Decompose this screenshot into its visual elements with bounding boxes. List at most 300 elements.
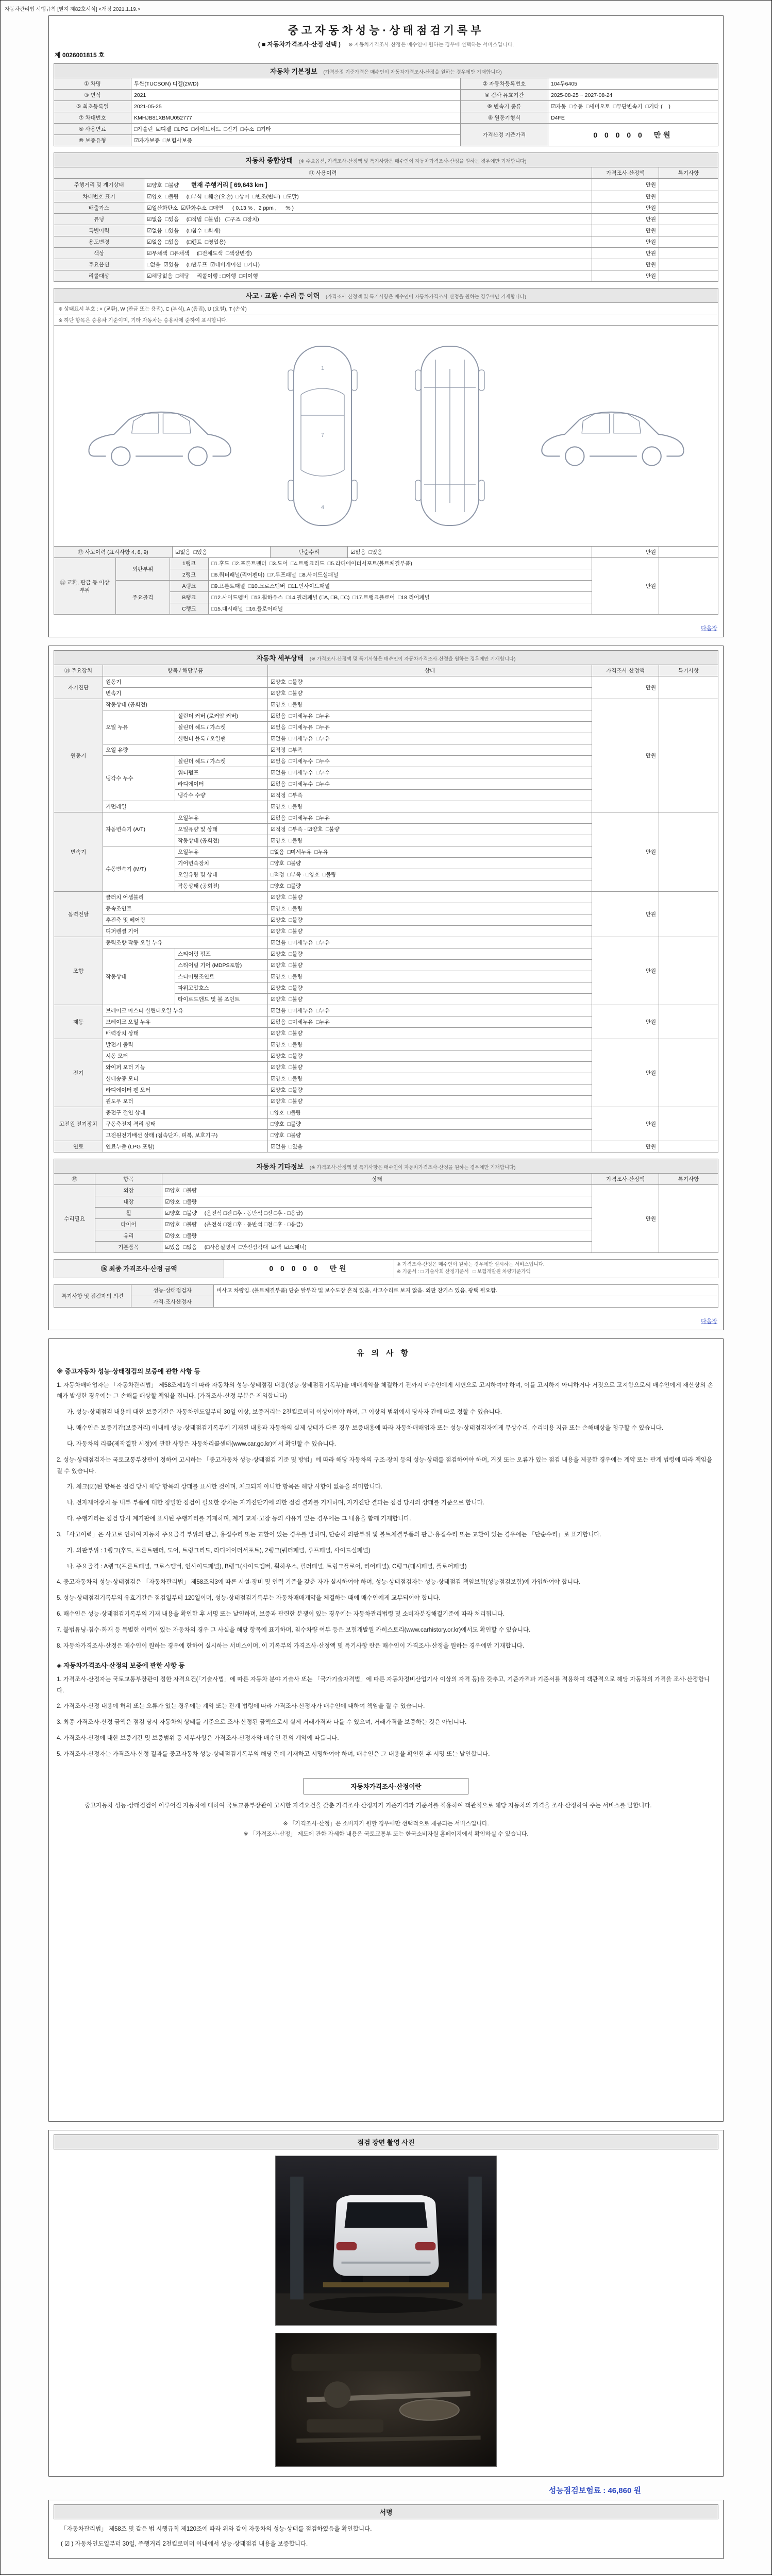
- checkbox-group[interactable]: ☑없음 □미세누유 □누유: [268, 937, 592, 948]
- checkbox-group[interactable]: □양호 □불량: [268, 1118, 592, 1130]
- panel-rank-table: [54, 557, 718, 615]
- price-cell: 만원: [592, 214, 659, 225]
- field-label: 수리필요: [54, 1185, 95, 1253]
- premium-amount: 46,860 원: [608, 2486, 641, 2495]
- field-value: 실린더 블록 / 오일팬: [175, 733, 268, 744]
- field-label: 동력전달: [54, 892, 103, 937]
- price-cell: 만원: [592, 547, 659, 558]
- final-price-table: [54, 1259, 718, 1278]
- checkbox-group[interactable]: ☑없음 □미세누유 □누유: [268, 710, 592, 722]
- checkbox-group[interactable]: ☑양호 □불량: [268, 1028, 592, 1039]
- field-label: ⑪ 사용이력: [54, 167, 592, 179]
- final-price-amount: 0 0 0 0 0 만원: [224, 1260, 394, 1278]
- table-row: [54, 90, 718, 101]
- checkbox-group[interactable]: ☑양호 □불량: [268, 948, 592, 960]
- checkbox-group[interactable]: ☑양호 □불량: [268, 1096, 592, 1107]
- field-value: 냉각수 누수: [103, 756, 175, 801]
- checkbox-group[interactable]: ☑없음 □있음 (□침수 □화재): [144, 225, 592, 236]
- field-label: 가격조사·산정액: [592, 1174, 659, 1185]
- field-label: ⑥ 변속기 종류: [461, 101, 548, 112]
- price-cell: 만원: [592, 259, 659, 270]
- model-year: 2021: [131, 90, 461, 101]
- field-value: 시동 모터: [103, 1050, 268, 1062]
- checkbox-group[interactable]: □적정 □부족 · □양호 □불량: [268, 869, 592, 880]
- checkbox-group[interactable]: □9.프론트패널 □10.크로스멤버 □11.인사이드패널: [209, 581, 592, 592]
- next-page-row: [54, 621, 718, 633]
- checkbox-group[interactable]: ☑없음 □미세누유 □누유: [268, 812, 592, 824]
- checkbox-group[interactable]: □양호 □불량: [268, 1107, 592, 1118]
- price-cell: 만원: [592, 248, 659, 259]
- checkbox-group[interactable]: ☑양호 □불량: [268, 1050, 592, 1062]
- document-number: 제 0026001815 호: [55, 52, 105, 59]
- checkbox-group[interactable]: ☑양호 □불량: [162, 1185, 592, 1196]
- checkbox-group[interactable]: ☑없음 □있음: [268, 1141, 592, 1153]
- warranty-statement[interactable]: ( ☑ ) 자동차인도일부터 30일, 주행거리 2천킬로미터 이내에서 성능·상태점검 내용을 보증합니다.: [61, 2541, 308, 2548]
- field-value: [659, 179, 718, 191]
- section-basic-info: [54, 63, 718, 146]
- field-label: 휠: [95, 1208, 162, 1219]
- notice-box-title: 자동차가격조사·산정이란: [304, 1778, 468, 1794]
- checkbox-group[interactable]: ☑적정 □부족: [268, 790, 592, 801]
- section-accident-history: [54, 288, 718, 615]
- checkbox-group[interactable]: ☑해당없음 □해당 리콜이행 : □이행 □미이행: [144, 270, 592, 282]
- checkbox-group[interactable]: ☑없음 □미세누유 □누유: [268, 1016, 592, 1028]
- field-label: 원동기: [54, 699, 103, 812]
- car-damage-diagrams: [54, 325, 718, 547]
- price-survey-option-checkbox[interactable]: ( ■ 자동차가격조사·산정 선택 ): [258, 41, 341, 48]
- vin: KMHJB81XBMU052777: [131, 112, 461, 124]
- price-cell: 만원: [592, 191, 659, 202]
- field-label: 조향: [54, 937, 103, 1005]
- field-label: ⑮: [54, 1174, 95, 1185]
- accident-history-table: [54, 546, 718, 558]
- field-value: [659, 812, 718, 892]
- checkbox-group[interactable]: ☑양호 □불량: [268, 960, 592, 971]
- field-label: 2랭크: [170, 569, 209, 581]
- text-part[interactable]: ※ 기준서 : □ 기술사회 산정기준서 □ 보험개발원 차량기준가액: [397, 1269, 531, 1275]
- panel-rank-table-mount: [54, 557, 718, 615]
- field-label: ⑧ 원동기형식: [461, 112, 548, 124]
- section-title: 자동차 종합상태: [245, 157, 293, 164]
- checkbox-group[interactable]: ☑없음 □있음 (□렌트 □영업용): [144, 236, 592, 248]
- section-title: 자동차 기본정보: [270, 67, 317, 75]
- field-value: 스티어링 펌프: [175, 948, 268, 960]
- table-row: [54, 547, 718, 558]
- checkbox-group[interactable]: ☑양호 □불량: [268, 982, 592, 994]
- notice-paragraph: 4. 가격조사·산정에 대한 보증기간 및 보증범위 등 세부사항은 가격조사·산정자와 매수인 간의 계약에 따릅니다.: [57, 1735, 339, 1742]
- premium-label: 성능점검보험료 :: [548, 2486, 606, 2495]
- field-value: [659, 558, 718, 615]
- field-value: 브레이크 오일 누유: [103, 1016, 268, 1028]
- price-cell: 만원: [592, 1005, 659, 1039]
- notice-paragraph: 1. 자동차매매업자는 「자동차관리법」 제58조제1항에 따라 자동차의 성능·상태점검 내용(성능·상태점검기록부)을 매매계약을 체결하기 전까지 매수인에게 서면으로 고지하여야 하며, 이를 고지하지 아니하거나 거짓으로 고지함으로써 매수인에게 재산상의 손해가 발생한 경우에는 그 손해를 배상할 책임을 집니다. (가격조사·산정 부분은 제외합니다): [57, 1382, 713, 1400]
- field-value: [394, 1260, 718, 1278]
- field-label: 특별이력: [54, 225, 144, 236]
- field-label: 차대번호 표기: [54, 191, 144, 202]
- field-value: 실린더 헤드 / 가스켓: [175, 756, 268, 767]
- svg-text:1: 1: [321, 365, 324, 371]
- checkbox-group[interactable]: □가솔린 ☑디젤 □LPG □하이브리드 □전기 □수소 □기타: [131, 124, 461, 135]
- car-underbody-view: [404, 338, 496, 534]
- checkbox-group[interactable]: □없음 ☑있음 (□썬루프 ☑네비게이션 □기타): [144, 259, 592, 270]
- section-title: 자동차 세부상태: [256, 654, 304, 662]
- notice-paragraph: 7. 불법튜닝·침수·화재 등 특별한 이력이 있는 자동차의 경우 그 사실을 해당 항목에 표기하며, 침수차량 여부 등은 보험개발원 카히스토리(www.carhistory.or.kr)에서도 확인할 수 있습니다.: [57, 1627, 531, 1633]
- checkbox-group[interactable]: ☑있음 □없음 (□사용설명서 □안전삼각대 ☑잭 ☑스패너): [162, 1242, 592, 1253]
- table-row: [54, 124, 718, 135]
- checkbox-group[interactable]: ☑양호 □불량: [268, 1084, 592, 1096]
- detail-state-table: [54, 665, 718, 1153]
- field-label: 주요옵션: [54, 259, 144, 270]
- notice-paragraph: ※ 「가격조사·산정」은 소비자가 원할 경우에만 선택적으로 제공되는 서비스입니다.: [283, 1820, 489, 1827]
- notice-paragraph: 2. 성능·상태점검자는 국토교통부장관이 정하여 고시하는 「중고자동차 성능·상태점검 기준 및 방법」에 따라 해당 자동차의 구조·장치 등의 성능·상태를 점검하여야 하며, 거짓 또는 오류가 있는 점검 내용을 제공한 경우에는 계약 또는 관계 법령에 따라 책임을 질 수 있습니다.: [57, 1456, 713, 1475]
- notice-title: 유의사항: [357, 1348, 415, 1358]
- svg-text:4: 4: [321, 504, 324, 511]
- checkbox-group[interactable]: ☑양호 □불량: [268, 926, 592, 937]
- field-value: [659, 937, 718, 1005]
- section-title: 점검 장면 촬영 사진: [357, 2138, 415, 2146]
- field-value: 작동상태 (공회전): [175, 880, 268, 892]
- checkbox-group[interactable]: ☑양호 □불량 (운전석 □전 □후 · 동반석 □전 □후 · □응급): [162, 1219, 592, 1230]
- field-value: [659, 202, 718, 214]
- field-value: 고전원전기배선 상태 (접속단자, 피복, 보호기구): [103, 1130, 268, 1141]
- field-value: 브레이크 마스터 실린더오일 누유: [103, 1005, 268, 1016]
- field-value: 작동상태 (공회전): [103, 699, 268, 710]
- section-header-signature: [54, 2504, 718, 2519]
- field-value: 작동상태 (공회전): [175, 835, 268, 846]
- field-value: 자동변속기 (A/T): [103, 812, 175, 846]
- accident-history-table-mount: [54, 546, 718, 558]
- notice-paragraph: 5. 성능·상태점검기록부의 유효기간은 점검일부터 120일이며, 성능·상태점검기록부는 자동차매매계약을 체결하는 때에 매수인에게 교부되어야 합니다.: [57, 1595, 441, 1602]
- checkbox-group[interactable]: □12.사이드멤버 □13.휠하우스 □14.필러패널 (□A, □B, □C) □17.트렁크플로어 □18.리어패널: [209, 592, 592, 603]
- table-row: [54, 699, 718, 710]
- section-note: (※ 가격조사·산정액 및 특기사항은 매수인이 자동차가격조사·산정을 원하는 경우에만 기재합니다): [309, 1165, 516, 1171]
- signature-sheet: [48, 2500, 724, 2559]
- checkbox-group[interactable]: ☑없음 □있음: [348, 547, 592, 558]
- field-value: 라디에이터 팬 모터: [103, 1084, 268, 1096]
- table-row: [54, 270, 718, 282]
- price-cell: 만원: [592, 236, 659, 248]
- field-value: 추진축 및 베어링: [103, 914, 268, 926]
- checkbox-group[interactable]: ☑양호 □불량: [268, 971, 592, 982]
- table-row: [54, 1107, 718, 1118]
- section-misc-info: [54, 1159, 718, 1253]
- field-value: 커먼레일: [103, 801, 268, 812]
- inspection-photo-underbody: [275, 2333, 497, 2467]
- field-label: 1랭크: [170, 558, 209, 569]
- checkbox-group[interactable]: ☑없음 □있음: [173, 547, 271, 558]
- section-remarks: [54, 1284, 718, 1308]
- checkbox-group[interactable]: □양호 □불량: [268, 1130, 592, 1141]
- checkbox-group[interactable]: ☑없음 □미세누유 □누유: [268, 733, 592, 744]
- next-page-link[interactable]: 다음장: [701, 625, 717, 632]
- emissions-values[interactable]: ☑일산화탄소 ☑탄화수소 □매연 ( 0.13 % , 2 ppm , % ): [144, 202, 592, 214]
- checkbox-group[interactable]: ☑자동 □수동 □세미오토 □무단변속기 □기타 ( ): [548, 101, 718, 112]
- table-row: [54, 202, 718, 214]
- checkbox-group[interactable]: ☑양호 □불량: [268, 676, 592, 688]
- misc-table-mount: [54, 1173, 718, 1253]
- field-label: ④ 검사 유효기간: [461, 90, 548, 101]
- field-value: [659, 699, 718, 812]
- price-cell: 만원: [592, 179, 659, 191]
- field-value: [659, 1141, 718, 1153]
- table-row: [54, 812, 718, 824]
- notice-subheader: ◈ 자동차가격조사·산정의 보증에 관한 사항 등: [57, 1662, 185, 1669]
- section-header-comprehensive: [54, 152, 718, 167]
- field-value: 파워고압호스: [175, 982, 268, 994]
- checkbox-group[interactable]: ☑무채색 □유채색 (□전체도색 □색상변경): [144, 248, 592, 259]
- field-value: 스티어링 기어 (MDPS포함): [175, 960, 268, 971]
- field-label: 항목 / 해당부품: [103, 665, 268, 676]
- field-label: ⑫ 사고이력 (표시사항 4, 8, 9): [54, 547, 173, 558]
- checkbox-group[interactable]: ☑양호 □불량: [268, 801, 592, 812]
- notice-paragraph: 3. 최종 가격조사·산정 금액은 점검 당시 자동차의 상태를 기준으로 조사·산정된 금액으로서 실제 거래가격과 다를 수 있으며, 거래가격을 보증하는 것은 아닙니다.: [57, 1719, 467, 1726]
- field-value: 등속조인트: [103, 903, 268, 914]
- section-note: (※ 가격조사·산정액 및 특기사항은 매수인이 자동차가격조사·산정을 원하는 경우에만 기재합니다): [309, 656, 516, 662]
- comprehensive-state-table: [54, 167, 718, 282]
- field-value: 연료누출 (LPG 포함): [103, 1141, 268, 1153]
- checkbox-group[interactable]: ☑양호 □불량: [268, 699, 592, 710]
- table-row: [54, 259, 718, 270]
- car-side-view-right: [531, 392, 696, 480]
- field-value: [659, 225, 718, 236]
- notice-paragraph: 중고자동차 성능·상태점검이 이루어진 자동차에 대하여 국토교통부장관이 고시한 자격요건을 갖춘 가격조사·산정자가 기준가격과 기준서를 적용하여 객관적으로 해당 자동차의 가격을 조사·산정하여 주는 서비스를 말합니다.: [85, 1802, 652, 1809]
- table-row: [54, 101, 718, 112]
- checkbox-group[interactable]: □1.후드 □2.프론트펜더 □3.도어 □4.트렁크리드 □5.라디에이터서포트(볼트체결부품): [209, 558, 592, 569]
- field-value: [659, 1005, 718, 1039]
- field-value: 워터펌프: [175, 767, 268, 778]
- field-value: 변속기: [103, 688, 268, 699]
- checkbox-group[interactable]: □양호 □불량: [268, 880, 592, 892]
- checkbox-group[interactable]: □양호 □불량: [268, 858, 592, 869]
- plate-number: 104두6405: [548, 78, 718, 90]
- checkbox-group[interactable]: ☑양호 □불량: [268, 688, 592, 699]
- final-price-table-mount: [54, 1259, 718, 1278]
- checkbox-group[interactable]: ☑양호 □불량: [268, 1073, 592, 1084]
- section-title: 서명: [379, 2508, 393, 2516]
- checkbox-group[interactable]: ☑양호 □불량 (운전석 □전 □후 · 동반석 □전 □후 · □응급): [162, 1208, 592, 1219]
- checkbox-group[interactable]: ☑양호 □불량 (□부식 □훼손(오손) □상이 □변조(변타) □도말): [144, 191, 592, 202]
- notice-paragraph: 나. 전자제어장치 등 내부 부품에 대한 정밀한 점검이 필요한 장치는 자기진단기에 의한 점검 결과를 기재하며, 자기진단 결과는 점검 당시의 상태를 기준으로 합니다.: [67, 1500, 484, 1506]
- next-page-row: [54, 1314, 718, 1326]
- price-cell: 만원: [592, 892, 659, 937]
- odometer-value: 현재 주행거리 [ 69,643 km ]: [191, 181, 267, 189]
- field-label: 배출가스: [54, 202, 144, 214]
- field-label: 가격조사·산정액: [592, 665, 659, 676]
- section-title: 자동차 기타정보: [256, 1163, 304, 1171]
- notice-paragraph: 2. 가격조사·산정 내용에 허위 또는 오류가 있는 경우에는 계약 또는 관계 법령에 따라 가격조사·산정자가 매수인에 대하여 책임을 질 수 있습니다.: [57, 1703, 425, 1710]
- checkbox-group[interactable]: ☑양호 □불량: [268, 1039, 592, 1050]
- table-row: [54, 892, 718, 903]
- notice-body: [54, 1366, 718, 1838]
- table-row: [54, 1185, 718, 1196]
- next-page-link[interactable]: 다음장: [701, 1318, 717, 1325]
- checkbox-group[interactable]: ☑없음 □미세누수 □누수: [268, 756, 592, 767]
- notice-paragraph: 6. 매수인은 성능·상태점검기록부의 기재 내용을 확인한 후 서명 또는 날인하며, 보증과 관련한 분쟁이 있는 경우에는 자동차관리법령 및 소비자분쟁해결기준에 따라 처리됩니다.: [57, 1611, 505, 1618]
- field-value: 윈도우 모터: [103, 1096, 268, 1107]
- field-value: 오일누유: [175, 846, 268, 858]
- checkbox-group[interactable]: ☑양호 □불량: [268, 903, 592, 914]
- section-final-price: [54, 1259, 718, 1278]
- table-row: [54, 558, 718, 569]
- first-registration-date: 2021-05-25: [131, 101, 461, 112]
- field-label: ⑬ 교환, 판금 등 이상 부위: [54, 558, 116, 615]
- notice-paragraph: 8. 자동차가격조사·산정은 매수인이 원하는 경우에 한하여 실시하는 서비스이며, 이 기록부의 가격조사·산정액 및 특기사항 란은 매수인이 가격조사·산정을 원하는 경우에만 기재합니다.: [57, 1642, 525, 1649]
- table-row: [54, 225, 718, 236]
- field-label: 상태: [268, 665, 592, 676]
- field-value: 오일 유량: [103, 744, 268, 756]
- field-value: 구동축전지 격리 상태: [103, 1118, 268, 1130]
- inspector-remark: 비사고 차량임. (볼트체결부품) 단순 탈부착 및 보수도장 흔적 있음, 사고수리로 보지 않음. 외판 잔기스 있음, 광택 필요함.: [214, 1284, 718, 1296]
- notice-paragraph: 가. 외판부위 : 1랭크(후드, 프론트펜더, 도어, 트렁크리드, 라디에이터서포트), 2랭크(쿼터패널, 루프패널, 사이드실패널): [67, 1547, 371, 1554]
- field-value: 기어변속장치: [175, 858, 268, 869]
- checkbox-group[interactable]: ☑적정 □부족 · ☑양호 □불량: [268, 824, 592, 835]
- section-detail-state: [54, 650, 718, 1153]
- field-label: ⑤ 최초등록일: [54, 101, 131, 112]
- field-label: ⑨ 사용연료: [54, 124, 131, 135]
- field-label: 색상: [54, 248, 144, 259]
- field-label: ① 차명: [54, 78, 131, 90]
- photo-sheet: [48, 2130, 724, 2477]
- car-top-view: [276, 338, 369, 534]
- field-label: 고전원 전기장치: [54, 1107, 103, 1141]
- section-note: (가격조사·산정액 및 특기사항은 매수인이 자동차가격조사·산정을 원하는 경우에만 기재합니다): [325, 294, 527, 300]
- checkbox-group[interactable]: □없음 □미세누유 □누유: [268, 846, 592, 858]
- field-label: 가격·조사산정자: [131, 1296, 214, 1307]
- field-value: 디퍼렌셜 기어: [103, 926, 268, 937]
- field-value: 원동기: [103, 676, 268, 688]
- field-value: 와이퍼 모터 기능: [103, 1062, 268, 1073]
- field-label: 가격조사·산정액: [592, 167, 659, 179]
- price-cell: 만원: [592, 225, 659, 236]
- field-label: 특기사항 및 점검자의 의견: [54, 1284, 131, 1307]
- field-value: 타이로드엔드 및 볼 조인트: [175, 994, 268, 1005]
- checkbox-group[interactable]: ☑양호 □불량: [162, 1230, 592, 1242]
- field-label: 리콜대상: [54, 270, 144, 282]
- field-value: [659, 236, 718, 248]
- photo-list: [54, 2149, 718, 2472]
- detail-table-mount: [54, 665, 718, 1153]
- notice-paragraph: 1. 가격조사·산정자는 국토교통부장관이 정한 자격요건(「기술사법」에 따른 자동차 분야 기술사 또는 「국가기술자격법」에 따른 자동차정비산업기사 이상의 자격 등)을 갖추고, 기준가격과 기준서를 적용하여 객관적으로 해당 자동차의 가격을 조사·산정합니다.: [57, 1676, 710, 1694]
- field-value: 충전구 절연 상태: [103, 1107, 268, 1118]
- subtitle-note: ※ 자동차가격조사·산정은 매수인이 원하는 경우에 선택하는 서비스입니다.: [348, 42, 514, 48]
- field-value: [659, 1185, 718, 1253]
- field-label: ⑭ 주요장치: [54, 665, 103, 676]
- field-value: 오일유량 및 상태: [175, 869, 268, 880]
- notice-paragraph: 4. 중고자동차의 성능·상태점검은 「자동차관리법」 제58조의3에 따른 시설·장비 및 인력 기준을 갖춘 자가 실시하여야 하며, 성능·상태점검자는 성능·상태점검 책임보험(성능점검보험)에 가입하여야 합니다.: [57, 1579, 581, 1586]
- notice-sheet: [48, 1338, 724, 2122]
- field-label: 특기사항: [659, 167, 718, 179]
- gauge-state[interactable]: ☑양호 □불량: [147, 182, 191, 189]
- table-row: [54, 214, 718, 225]
- table-row: [54, 167, 718, 179]
- field-value: [659, 1039, 718, 1107]
- notice-paragraph: 5. 가격조사·산정자는 가격조사·산정 결과를 중고자동차 성능·상태점검기록부의 해당 란에 기재하고 서명하여야 하며, 매수인은 그 내용을 확인한 후 서명 또는 날인합니다.: [57, 1751, 490, 1757]
- field-label: 외장: [95, 1185, 162, 1196]
- state-mark-legend: ※ 상태표시 부호 : × (교환), W (판금 또는 용접), C (부식), A (흠집), U (요철), T (손상): [54, 302, 718, 314]
- section-comprehensive: [54, 152, 718, 282]
- checkbox-group[interactable]: ☑없음 □미세누수 □누수: [268, 767, 592, 778]
- table-row: [54, 191, 718, 202]
- car-side-view-left: [77, 392, 242, 480]
- field-value: 발전기 출력: [103, 1039, 268, 1050]
- checkbox-group[interactable]: □15.대시패널 □16.플로어패널: [209, 603, 592, 615]
- field-label: 타이어: [95, 1219, 162, 1230]
- checkbox-group[interactable]: ☑없음 □있음 (□적법 □불법) (□구조 □장치): [144, 214, 592, 225]
- field-value: 배력장치 상태: [103, 1028, 268, 1039]
- signature-statement: 「자동차관리법」 제58조 및 같은 법 시행규칙 제120조에 따라 위와 같이 자동차의 성능·상태를 점검하였음을 확인합니다.: [61, 2526, 372, 2532]
- checkbox-group[interactable]: ☑없음 □미세누수 □누수: [268, 778, 592, 790]
- field-label: 주요골격: [116, 581, 170, 615]
- checkbox-group[interactable]: ☑양호 □불량: [268, 914, 592, 926]
- field-label: 특기사항: [659, 665, 718, 676]
- notice-paragraph: ※ 「가격조사·산정」 제도에 관한 자세한 내용은 국토교통부 또는 한국소비자원 홈페이지에서 확인하실 수 있습니다.: [243, 1831, 529, 1837]
- price-cell: 만원: [592, 558, 659, 615]
- field-value: [659, 676, 718, 699]
- field-value: [659, 191, 718, 202]
- field-label: 특기사항: [659, 1174, 718, 1185]
- price-cell: 만원: [592, 812, 659, 892]
- field-value: 오일누유: [175, 812, 268, 824]
- field-value: 수동변속기 (M/T): [103, 846, 175, 892]
- page-one-sheet: [48, 15, 724, 637]
- notice-paragraph: 다. 자동차의 리콜(제작결함 시정)에 관한 사항은 자동차리콜센터(www.car.go.kr)에서 확인할 수 있습니다.: [67, 1440, 336, 1447]
- checkbox-group[interactable]: ☑없음 □미세누유 □누유: [268, 722, 592, 733]
- field-value: 오일 누유: [103, 710, 175, 744]
- engine-type: D4FE: [548, 112, 718, 124]
- checkbox-group[interactable]: ☑양호 □불량: [268, 892, 592, 903]
- basic-info-table: [54, 78, 718, 146]
- notice-paragraph: 가. 성능·상태점검 내용에 대한 보증기간은 자동차인도일부터 30일 이상, 보증거리는 2천킬로미터 이상이어야 하며, 그 이상의 범위에서 당사자 간에 따로 정할 수 있습니다.: [67, 1409, 502, 1416]
- table-row: [54, 236, 718, 248]
- field-label: 외판부위: [116, 558, 170, 581]
- field-label: 주행거리 및 계기상태: [54, 179, 144, 191]
- field-value: [659, 1107, 718, 1141]
- form-reference: 자동차관리법 시행규칙 [별지 제82호서식] <개정 2021.1.19.>: [5, 7, 141, 12]
- checkbox-group[interactable]: ☑양호 □불량: [162, 1196, 592, 1208]
- field-label: 내장: [95, 1196, 162, 1208]
- price-cell: 만원: [592, 1141, 659, 1153]
- field-label: 용도변경: [54, 236, 144, 248]
- field-label: ⑦ 차대번호: [54, 112, 131, 124]
- field-label: ② 자동차등록번호: [461, 78, 548, 90]
- field-value: [659, 547, 718, 558]
- checkbox-group[interactable]: □6.쿼터패널(리어펜더) □7.루프패널 □8.사이드실패널: [209, 569, 592, 581]
- notice-paragraph: 3. 「사고이력」은 사고로 인하여 자동차 주요골격 부위의 판금, 용접수리 또는 교환이 있는 경우를 말하며, 단순히 외판부위 및 볼트체결부품의 판금·용접수리 또는 교환이 있는 경우에는 「단순수리」로 표기합니다.: [57, 1531, 601, 1538]
- svg-text:7: 7: [321, 432, 324, 438]
- field-label: 유리: [95, 1230, 162, 1242]
- inspection-validity: 2025-08-25 ~ 2027-08-24: [548, 90, 718, 101]
- section-title: 사고 · 교환 · 수리 등 이력: [245, 292, 320, 300]
- checkbox-group[interactable]: ☑양호 □불량: [268, 1062, 592, 1073]
- price-cell: 만원: [592, 270, 659, 282]
- checkbox-group[interactable]: ☑양호 □불량: [268, 994, 592, 1005]
- table-row: [54, 179, 718, 191]
- checkbox-group[interactable]: ☑양호 □불량: [268, 835, 592, 846]
- field-value: 동력조향 작동 오일 누유: [103, 937, 268, 948]
- field-label: 자기진단: [54, 676, 103, 699]
- table-row: [54, 937, 718, 948]
- checkbox-group[interactable]: ☑자가보증 □보험사보증: [131, 135, 461, 146]
- checkbox-group[interactable]: ☑없음 □미세누유 □누유: [268, 1005, 592, 1016]
- price-cell: 만원: [592, 1039, 659, 1107]
- field-label: 기본품목: [95, 1242, 162, 1253]
- diagram-basis-note: ※ 하단 항목은 승용차 기준이며, 기타 자동차는 승용차에 준하여 표시합니다.: [54, 314, 718, 326]
- section-header-detail: [54, 650, 718, 665]
- notice-paragraph: 나. 매수인은 보증기간(보증거리) 이내에 성능·상태점검기록부에 기재된 내용과 자동차의 실제 상태가 다른 경우 보증내용에 따라 자동차매매업자 또는 성능·상태점검자에게 무상수리, 수리비용 지급 또는 손해배상을 청구할 수 있습니다.: [67, 1425, 663, 1432]
- field-value: 냉각수 수량: [175, 790, 268, 801]
- checkbox-group[interactable]: ☑적정 □부족: [268, 744, 592, 756]
- price-cell: 만원: [592, 676, 659, 699]
